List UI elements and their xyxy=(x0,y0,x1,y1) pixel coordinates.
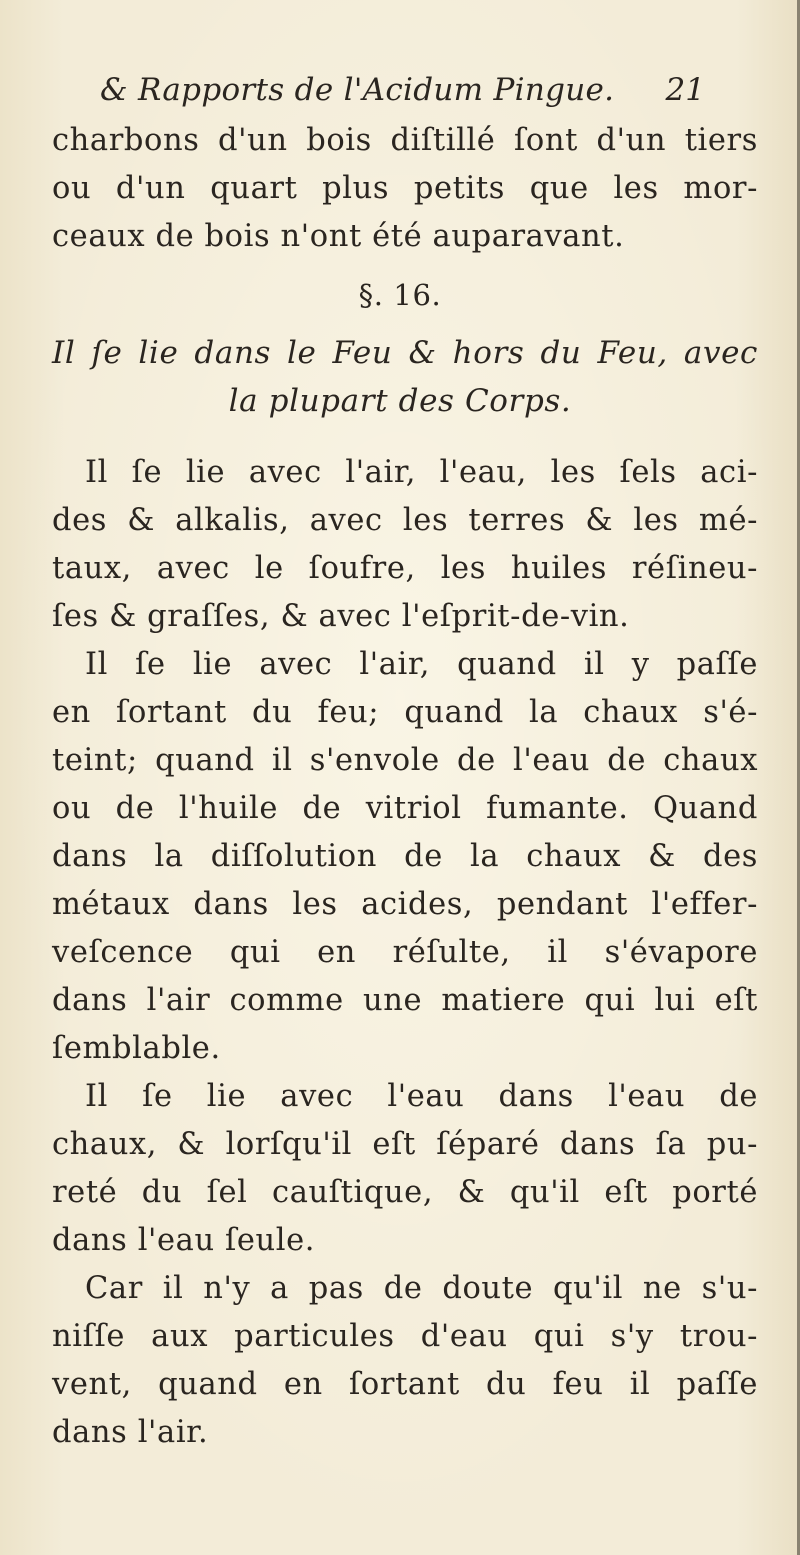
section-heading-line-1: Il ſe lie dans le Feu & hors du Feu, avec xyxy=(52,335,758,371)
text-line: ou d'un quart plus petits que les mor- xyxy=(52,171,758,206)
text-line: Il ſe lie avec l'eau dans l'eau de xyxy=(85,1079,758,1114)
text-line: Il ſe lie avec l'air, l'eau, les ſels aci- xyxy=(85,455,758,490)
text-line: Il ſe lie avec l'air, quand il y paſſe xyxy=(85,647,758,682)
text-line: en ſortant du feu; quand la chaux s'é- xyxy=(52,695,758,730)
section-number: §. 16. xyxy=(358,278,442,312)
text-line: chaux, & lorſqu'il eſt ſéparé dans ſa pu- xyxy=(52,1127,758,1162)
text-line: teint; quand il s'envole de l'eau de chaux xyxy=(52,743,758,778)
text-line: ſes & graſſes, & avec l'eſprit-de-vin. xyxy=(52,599,630,634)
running-head: & Rapports de l'Acidum Pingue. xyxy=(100,72,615,108)
text-line: dans l'air. xyxy=(52,1415,209,1450)
text-line: niſſe aux particules d'eau qui s'y trou- xyxy=(52,1319,758,1354)
text-line: charbons d'un bois diſtillé ſont d'un tiers xyxy=(52,123,758,158)
text-line: veſcence qui en réſulte, il s'évapore xyxy=(52,935,758,970)
text-line: ceaux de bois n'ont été auparavant. xyxy=(52,219,625,254)
text-line: dans l'eau ſeule. xyxy=(52,1223,316,1258)
text-line: dans la diſſolution de la chaux & des xyxy=(52,839,758,874)
text-line: des & alkalis, avec les terres & les mé- xyxy=(52,503,758,538)
text-line: métaux dans les acides, pendant l'effer- xyxy=(52,887,758,922)
text-line: dans l'air comme une matiere qui lui eſt xyxy=(52,983,758,1018)
section-heading-line-2: la plupart des Corps. xyxy=(228,383,572,419)
text-line: ſemblable. xyxy=(52,1031,221,1066)
page-number: 21 xyxy=(665,72,705,108)
text-line: ou de l'huile de vitriol fumante. Quand xyxy=(52,791,758,826)
text-line: reté du ſel cauſtique, & qu'il eſt porté xyxy=(52,1175,758,1210)
text-line: taux, avec le ſoufre, les huiles réſineu- xyxy=(52,551,758,586)
text-line: vent, quand en ſortant du feu il paſſe xyxy=(52,1367,758,1402)
text-line: Car il n'y a pas de doute qu'il ne s'u- xyxy=(85,1271,758,1306)
